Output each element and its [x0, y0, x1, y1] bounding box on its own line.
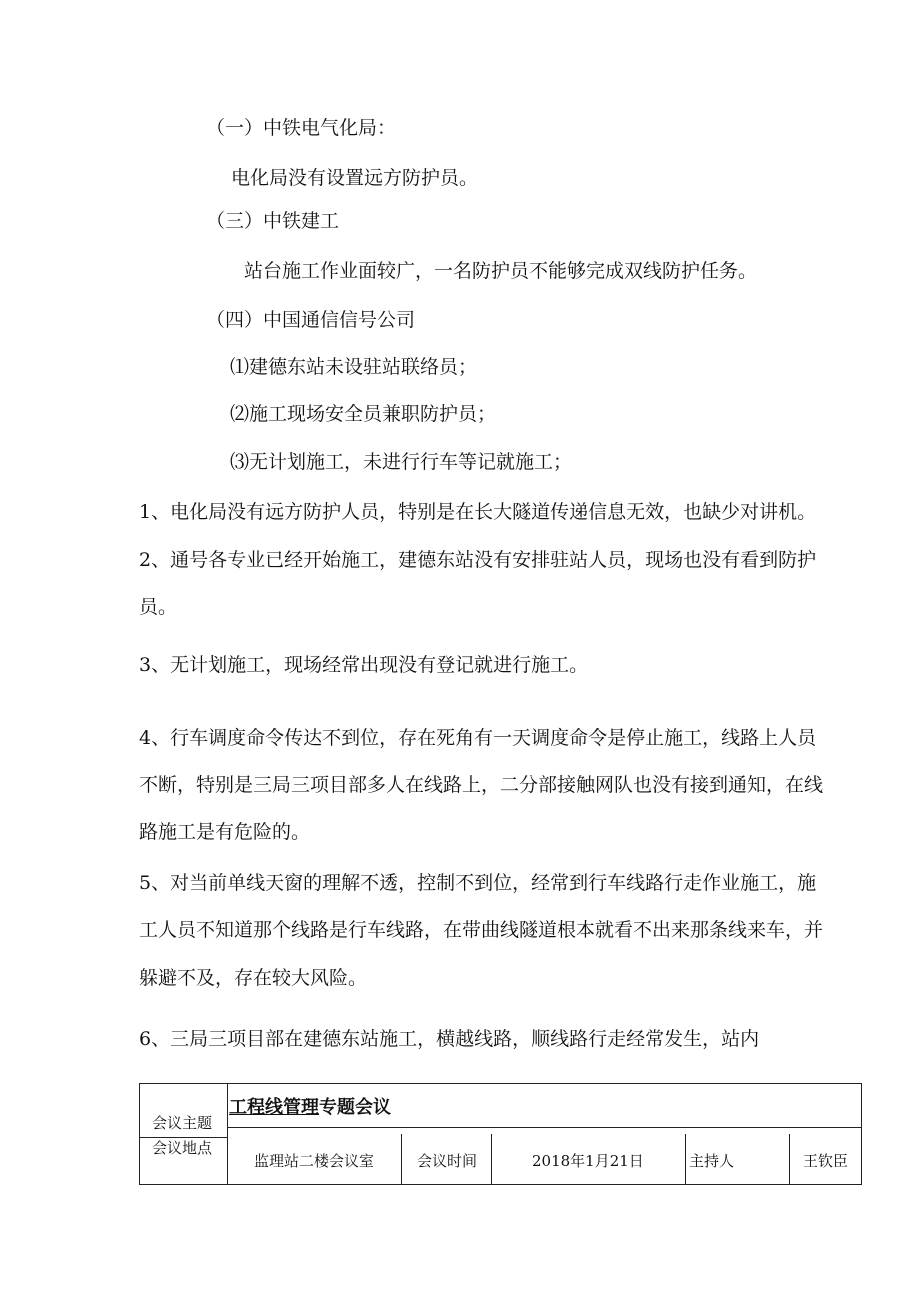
- table-border-col: [491, 1134, 492, 1184]
- paragraph-line: 2、通号各专业已经开始施工，建德东站没有安排驻站人员，现场也没有看到防护: [139, 549, 817, 571]
- table-border-left: [139, 1083, 140, 1184]
- paragraph-line: 电化局没有设置远方防护员。: [231, 167, 479, 189]
- paragraph-line: 4、行车调度命令传达不到位，存在死角有一天调度命令是停止施工，线路上人员: [139, 727, 817, 749]
- topic-label: 会议主题: [152, 1114, 213, 1132]
- list-item: ⑴建德东站未设驻站联络员；: [230, 356, 478, 378]
- host-value: 王钦臣: [803, 1152, 849, 1170]
- paragraph-line: 工人员不知道那个线路是行车线路，在带曲线隧道根本就看不出来那条线来车，并: [139, 919, 824, 941]
- table-border-inner: [227, 1127, 862, 1128]
- location-value: 监理站二楼会议室: [254, 1152, 375, 1170]
- paragraph-line: 5、对当前单线天窗的理解不透，控制不到位，经常到行车线路行走作业施工，施: [139, 872, 817, 894]
- topic-value-rest: 专题会议: [319, 1097, 391, 1118]
- section-heading-3: （三）中铁建工: [206, 210, 340, 232]
- table-border-top: [139, 1083, 862, 1084]
- paragraph-line: 1、电化局没有远方防护人员，特别是在长大隧道传递信息无效，也缺少对讲机。: [139, 501, 817, 523]
- list-item: ⑵施工现场安全员兼职防护员；: [230, 403, 497, 425]
- time-label: 会议时间: [417, 1152, 478, 1170]
- meeting-info-table: [139, 1083, 862, 1185]
- paragraph-line: 3、无计划施工，现场经常出现没有登记就进行施工。: [139, 654, 589, 676]
- table-border-bottom: [139, 1184, 862, 1185]
- table-border-col: [685, 1134, 686, 1184]
- table-border-inner: [139, 1137, 227, 1138]
- table-border-right: [861, 1083, 862, 1184]
- topic-value: [229, 1099, 391, 1117]
- table-border-col: [789, 1134, 790, 1184]
- paragraph-line: 路施工是有危险的。: [139, 821, 311, 843]
- topic-value-underlined: 工程线管理: [229, 1097, 319, 1118]
- time-value: 2018年1月21日: [532, 1152, 644, 1170]
- section-heading-4: （四）中国通信信号公司: [206, 309, 416, 331]
- list-item: ⑶无计划施工，未进行行车等记就施工；: [230, 451, 573, 473]
- host-label: 主持人: [689, 1152, 735, 1170]
- paragraph-line: 躲避不及，存在较大风险。: [139, 967, 368, 989]
- table-border-col: [227, 1083, 228, 1184]
- paragraph-line: 不断，特别是三局三项目部多人在线路上，二分部接触网队也没有接到通知，在线: [139, 774, 824, 796]
- section-heading-1: （一）中铁电气化局：: [206, 117, 397, 139]
- paragraph-line: 员。: [139, 596, 178, 618]
- location-label: 会议地点: [152, 1139, 213, 1157]
- paragraph-line: 站台施工作业面较广，一名防护员不能够完成双线防护任务。: [244, 260, 758, 282]
- paragraph-line: 6、三局三项目部在建德东站施工，横越线路，顺线路行走经常发生，站内: [139, 1028, 760, 1050]
- table-border-col: [401, 1134, 402, 1184]
